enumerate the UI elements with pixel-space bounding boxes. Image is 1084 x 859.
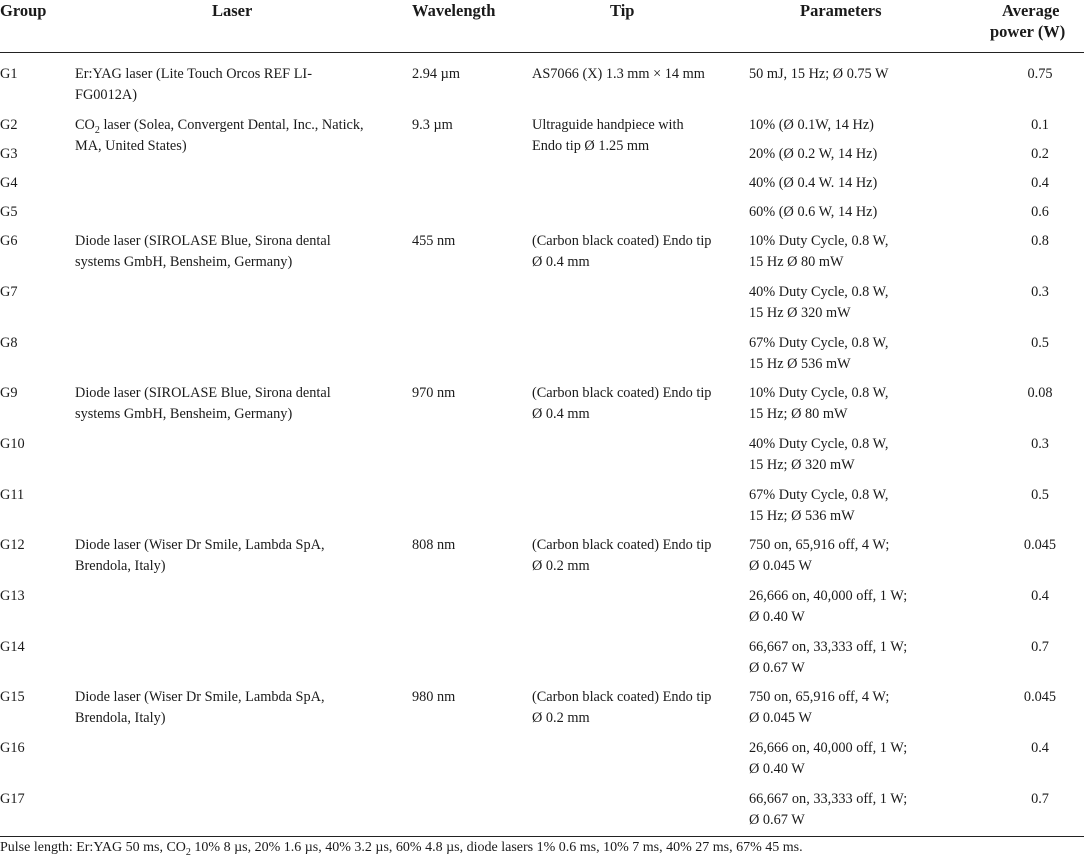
average-power-cell: 0.5 [1031,335,1049,351]
header-group: Group [0,1,47,20]
header-laser: Laser [212,1,253,20]
average-power-cell: 0.4 [1031,175,1049,191]
parameters-cell: 66,667 on, 33,333 off, 1 W; [749,639,908,655]
parameters-cell: 15 Hz; Ø 80 mW [749,406,848,422]
parameters-cell: 15 Hz; Ø 320 mW [749,457,855,473]
parameters-cell: 26,666 on, 40,000 off, 1 W; [749,740,908,756]
parameters-cell: 15 Hz Ø 536 mW [749,356,851,372]
wavelength-cell: 9.3 µm [412,117,453,133]
parameters-cell: 40% Duty Cycle, 0.8 W, [749,284,889,300]
laser-cell: systems GmbH, Bensheim, Germany) [75,254,293,270]
parameters-cell: 40% Duty Cycle, 0.8 W, [749,436,889,452]
average-power-cell: 0.75 [1027,66,1053,82]
parameters-cell: 67% Duty Cycle, 0.8 W, [749,335,889,351]
tip-cell: (Carbon black coated) Endo tip [532,385,712,401]
group-cell: G3 [0,146,18,162]
parameters-cell: 15 Hz Ø 80 mW [749,254,844,270]
laser-cell: Diode laser (Wiser Dr Smile, Lambda SpA, [75,689,325,705]
laser-cell: systems GmbH, Bensheim, Germany) [75,406,293,422]
parameters-cell: Ø 0.40 W [749,761,805,777]
average-power-cell: 0.3 [1031,436,1049,452]
parameters-cell: 20% (Ø 0.2 W, 14 Hz) [749,146,878,162]
group-cell: G11 [0,487,25,503]
tip-cell: Ø 0.4 mm [532,406,590,422]
parameters-cell: 40% (Ø 0.4 W. 14 Hz) [749,175,878,191]
tip-cell: (Carbon black coated) Endo tip [532,233,712,249]
laser-cell: Diode laser (SIROLASE Blue, Sirona dental [75,385,331,401]
laser-cell: Brendola, Italy) [75,558,166,574]
table-bottom-rule [0,836,1084,837]
group-cell: G15 [0,689,25,705]
group-cell: G7 [0,284,18,300]
parameters-cell: 67% Duty Cycle, 0.8 W, [749,487,889,503]
wavelength-cell: 980 nm [412,689,456,705]
laser-cell: Brendola, Italy) [75,710,166,726]
parameters-cell: Ø 0.045 W [749,558,812,574]
parameters-cell: 66,667 on, 33,333 off, 1 W; [749,791,908,807]
laser-cell: Er:YAG laser (Lite Touch Orcos REF LI- [75,66,312,82]
group-cell: G17 [0,791,25,807]
parameters-cell: 750 on, 65,916 off, 4 W; [749,537,890,553]
group-cell: G1 [0,66,18,82]
group-cell: G2 [0,117,18,133]
average-power-cell: 0.045 [1023,537,1057,553]
group-cell: G8 [0,335,18,351]
parameters-cell: 10% (Ø 0.1W, 14 Hz) [749,117,874,133]
parameters-cell: 15 Hz Ø 320 mW [749,305,851,321]
laser-cell: $CO_2$ laser (Solea, Convergent Dental, Inc., Natick, [75,117,364,136]
laser-cell: FG0012A) [75,87,137,103]
group-cell: G5 [0,204,18,220]
group-cell: G14 [0,639,25,655]
laser-cell: Diode laser (SIROLASE Blue, Sirona dental [75,233,331,249]
average-power-cell: 0.2 [1031,146,1049,162]
average-power-cell: 0.7 [1031,791,1049,807]
laser-cell: MA, United States) [75,138,187,154]
average-power-cell: 0.08 [1027,385,1053,401]
header-average-power-line2: power (W) [990,22,1066,41]
parameters-cell: Ø 0.40 W [749,609,805,625]
group-cell: G16 [0,740,25,756]
group-cell: G9 [0,385,18,401]
tip-cell: Ultraguide handpiece with [532,117,684,133]
average-power-cell: 0.4 [1031,740,1049,756]
wavelength-cell: 970 nm [412,385,456,401]
parameters-cell: Ø 0.045 W [749,710,812,726]
tip-cell: Ø 0.2 mm [532,558,590,574]
wavelength-cell: 2.94 µm [412,66,460,82]
parameters-cell: 750 on, 65,916 off, 4 W; [749,689,890,705]
parameters-cell: Ø 0.67 W [749,812,805,828]
header-tip: Tip [610,1,635,20]
parameters-cell: 26,666 on, 40,000 off, 1 W; [749,588,908,604]
tip-cell: Ø 0.2 mm [532,710,590,726]
tip-cell: Endo tip Ø 1.25 mm [532,138,650,154]
average-power-cell: 0.1 [1031,117,1049,133]
average-power-cell: 0.7 [1031,639,1049,655]
tip-cell: (Carbon black coated) Endo tip [532,537,712,553]
wavelength-cell: 808 nm [412,537,456,553]
group-cell: G10 [0,436,25,452]
table-footnote: Pulse length: Er:YAG 50 ms, $CO_2$ 10% 8 µs, 20% 1.6 µs, 40% 3.2 µs, 60% 4.8 µs, diode lasers 1% 0.6 ms, 10% 7 ms, 40% 27 ms, 67% 45 ms. [0,840,803,858]
parameters-cell: 10% Duty Cycle, 0.8 W, [749,233,889,249]
parameters-cell: 10% Duty Cycle, 0.8 W, [749,385,889,401]
group-cell: G6 [0,233,18,249]
parameters-cell: 15 Hz; Ø 536 mW [749,508,855,524]
header-wavelength: Wavelength [412,1,496,20]
average-power-cell: 0.3 [1031,284,1049,300]
group-cell: G13 [0,588,25,604]
group-cell: G4 [0,175,18,191]
average-power-cell: 0.5 [1031,487,1049,503]
average-power-cell: 0.6 [1031,204,1049,220]
tip-cell: (Carbon black coated) Endo tip [532,689,712,705]
header-average-power-line1: Average [1002,1,1060,20]
parameters-cell: Ø 0.67 W [749,660,805,676]
tip-cell: AS7066 (X) 1.3 mm × 14 mm [532,66,705,82]
parameters-cell: 60% (Ø 0.6 W, 14 Hz) [749,204,878,220]
average-power-cell: 0.045 [1023,689,1057,705]
wavelength-cell: 455 nm [412,233,456,249]
group-cell: G12 [0,537,25,553]
header-divider [0,52,1084,53]
tip-cell: Ø 0.4 mm [532,254,590,270]
average-power-cell: 0.8 [1031,233,1049,249]
parameters-cell: 50 mJ, 15 Hz; Ø 0.75 W [749,66,889,82]
average-power-cell: 0.4 [1031,588,1049,604]
header-parameters: Parameters [800,1,882,20]
laser-cell: Diode laser (Wiser Dr Smile, Lambda SpA, [75,537,325,553]
